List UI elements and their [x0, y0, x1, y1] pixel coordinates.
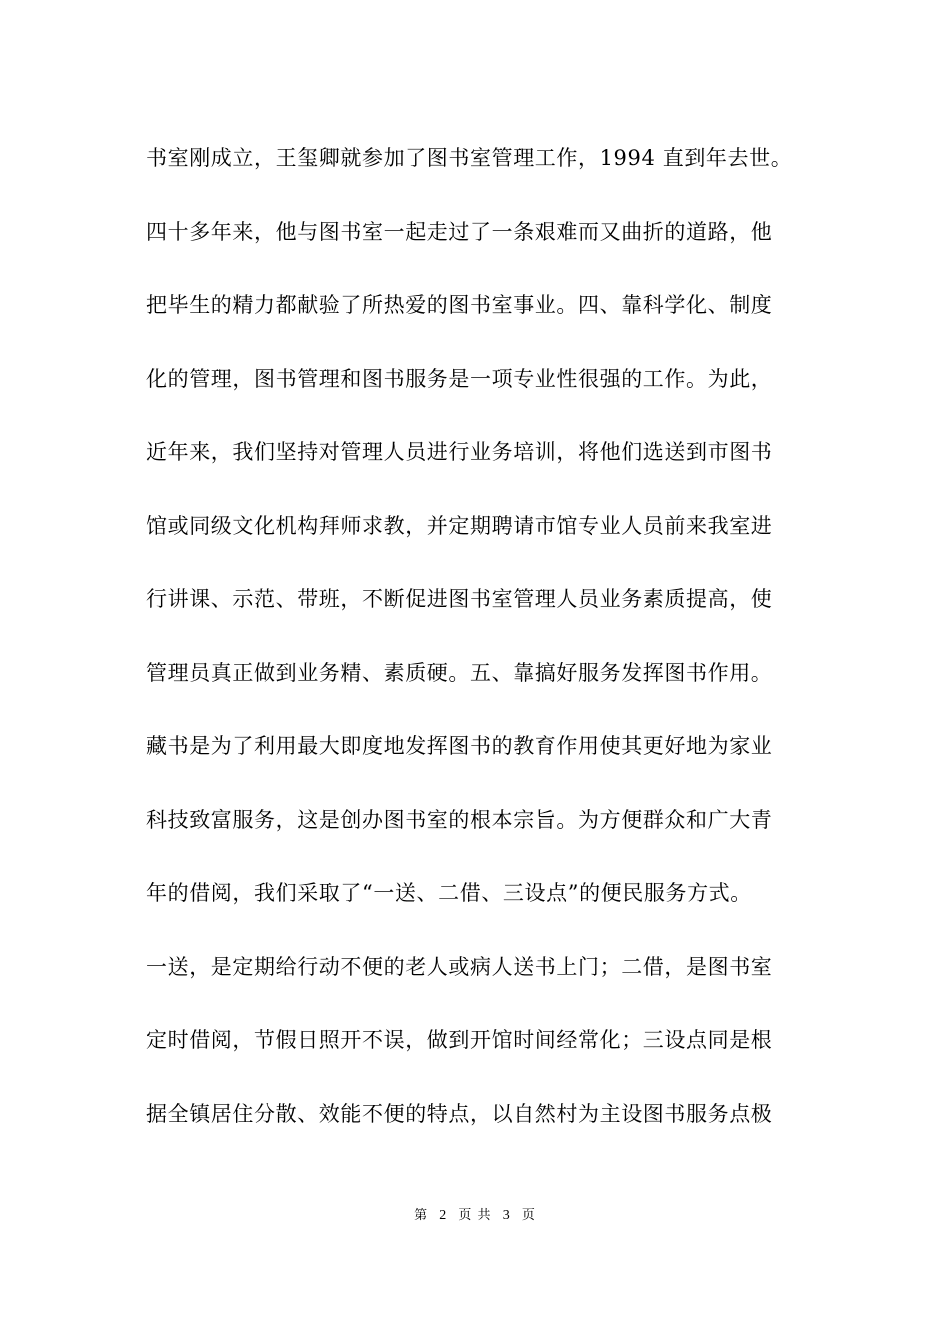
text-line: 四十多年来，他与图书室一起走过了一条艰难而又曲折的道路，他	[146, 219, 773, 244]
text-line: 一送，是定期给行动不便的老人或病人送书上门；二借，是图书室	[146, 954, 773, 979]
text-line: 科技致富服务，这是创办图书室的根本宗旨。为方便群众和广大青	[146, 807, 773, 832]
text-line: 化的管理，图书管理和图书服务是一项专业性很强的工作。为此，	[146, 366, 773, 391]
text-line: 近年来，我们坚持对管理人员进行业务培训，将他们选送到市图书	[146, 440, 773, 464]
body-text	[146, 134, 810, 1163]
text-line: 馆或同级文化机构拜师求教，并定期聘请市馆专业人员前来我室进	[146, 513, 773, 538]
text-line: 年的借阅，我们采取了“一送、二借、三设点”的便民服务方式。	[146, 881, 752, 905]
footer-prefix: 第	[414, 1208, 429, 1223]
text-line: 管理员真正做到业务精、素质硬。五、靠搞好服务发挥图书作用。	[146, 660, 773, 685]
text-line: 定时借阅，节假日照开不误，做到开馆时间经常化；三设点同是根	[146, 1028, 773, 1052]
text-line: 据全镇居住分散、效能不便的特点，以自然村为主设图书服务点极	[146, 1101, 773, 1126]
text-line: 行讲课、示范、带班，不断促进图书室管理人员业务素质提高，使	[146, 587, 773, 611]
current-page-number: 2	[439, 1208, 448, 1223]
page-footer	[0, 1206, 950, 1226]
footer-suffix: 页	[521, 1208, 536, 1223]
total-pages-number: 3	[502, 1208, 511, 1223]
text-line: 书室刚成立，王玺卿就参加了图书室管理工作，1994 直到年去世。	[146, 146, 793, 170]
footer-middle: 页 共	[458, 1208, 492, 1223]
text-line: 藏书是为了利用最大即度地发挥图书的教育作用使其更好地为家业	[146, 734, 773, 758]
text-line: 把毕生的精力都献验了所热爱的图书室事业。四、靠科学化、制度	[146, 293, 773, 317]
